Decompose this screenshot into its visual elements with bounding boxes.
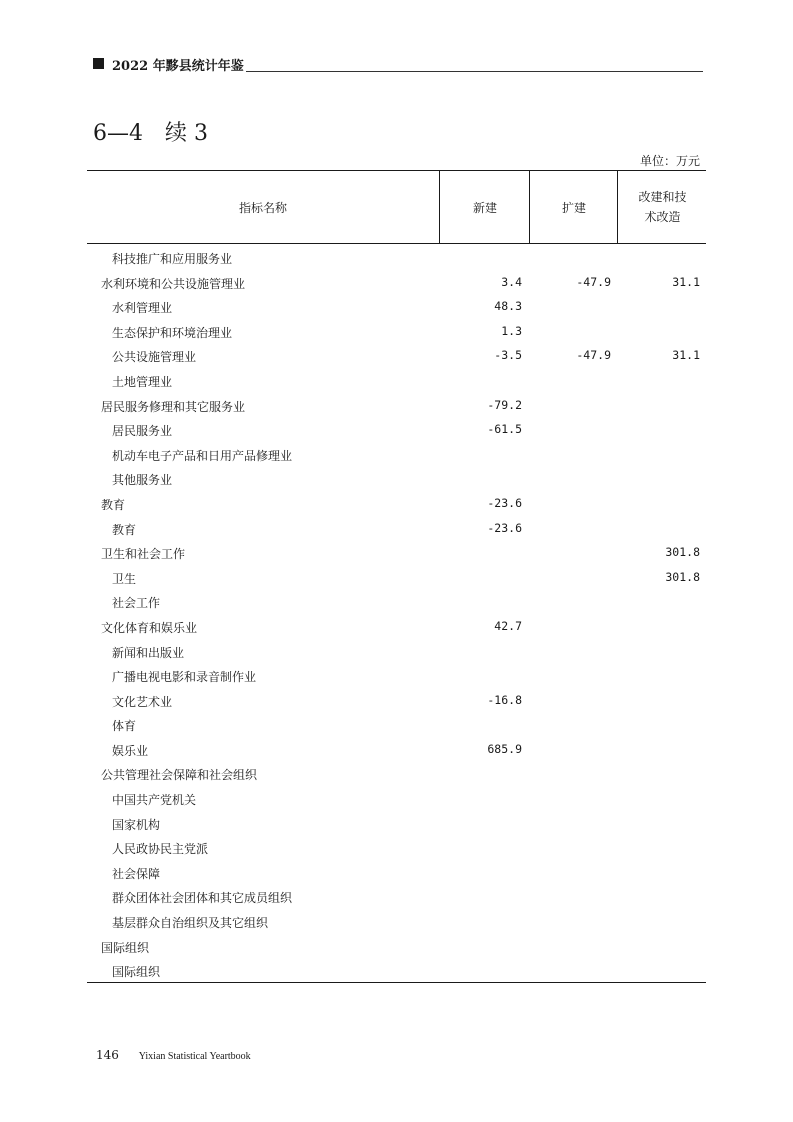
header-title: 2022 年黟县统计年鉴 bbox=[112, 59, 244, 74]
row-label: 卫生 bbox=[112, 571, 137, 586]
table-row bbox=[87, 638, 706, 663]
cell-expand: -47.9 bbox=[576, 274, 611, 289]
cell-reform: 301.8 bbox=[665, 545, 700, 560]
table-row bbox=[87, 785, 706, 810]
table-row bbox=[87, 564, 706, 589]
row-label: 生态保护和环境治理业 bbox=[112, 325, 233, 340]
page-footer bbox=[96, 1048, 251, 1062]
table-header bbox=[87, 171, 706, 244]
cell-new: -23.6 bbox=[487, 520, 522, 535]
row-label: 其他服务业 bbox=[112, 473, 173, 488]
table-row bbox=[87, 269, 706, 294]
row-label: 公共设施管理业 bbox=[112, 350, 197, 365]
row-label: 文化体育和娱乐业 bbox=[101, 620, 198, 635]
cell-new: -23.6 bbox=[487, 495, 522, 510]
table-row bbox=[87, 834, 706, 859]
row-label: 教育 bbox=[101, 497, 126, 512]
cell-new: -79.2 bbox=[487, 397, 522, 412]
table-row bbox=[87, 244, 706, 269]
row-label: 国际组织 bbox=[112, 965, 161, 980]
table-row bbox=[87, 441, 706, 466]
publication-name: Yixian Statistical Yeartbook bbox=[138, 1051, 251, 1062]
row-label: 居民服务业 bbox=[112, 424, 173, 439]
table-row bbox=[87, 810, 706, 835]
square-bullet-icon bbox=[93, 58, 104, 69]
cell-new: 685.9 bbox=[487, 741, 522, 756]
cell-new: 42.7 bbox=[494, 618, 522, 633]
row-label: 社会保障 bbox=[112, 866, 161, 881]
row-label: 土地管理业 bbox=[112, 374, 173, 389]
row-label: 居民服务修理和其它服务业 bbox=[101, 399, 246, 414]
cell-new: -3.5 bbox=[494, 348, 522, 363]
column-header-reform bbox=[617, 171, 707, 243]
row-label: 水利环境和公共设施管理业 bbox=[101, 276, 246, 291]
column-header-reform-line1: 改建和技 bbox=[638, 190, 687, 204]
table-row bbox=[87, 736, 706, 761]
row-label: 教育 bbox=[112, 522, 137, 537]
row-label: 机动车电子产品和日用产品修理业 bbox=[112, 448, 293, 463]
row-label: 广播电视电影和录音制作业 bbox=[112, 670, 257, 685]
cell-expand: -47.9 bbox=[576, 348, 611, 363]
row-label: 群众团体社会团体和其它成员组织 bbox=[112, 891, 293, 906]
table-row bbox=[87, 613, 706, 638]
table-row bbox=[87, 933, 706, 958]
table-row bbox=[87, 588, 706, 613]
table-row bbox=[87, 711, 706, 736]
table-row bbox=[87, 293, 706, 318]
cell-new: -16.8 bbox=[487, 692, 522, 707]
row-label: 水利管理业 bbox=[112, 301, 173, 316]
row-label: 基层群众自治组织及其它组织 bbox=[112, 916, 269, 931]
table-row bbox=[87, 416, 706, 441]
table-row bbox=[87, 318, 706, 343]
row-label: 卫生和社会工作 bbox=[101, 547, 186, 562]
row-label: 中国共产党机关 bbox=[112, 793, 197, 808]
table-row bbox=[87, 515, 706, 540]
table-row bbox=[87, 392, 706, 417]
table-row bbox=[87, 367, 706, 392]
column-header-new: 新建 bbox=[439, 171, 530, 243]
table-row bbox=[87, 465, 706, 490]
running-header bbox=[93, 55, 703, 75]
row-label: 国际组织 bbox=[101, 940, 150, 955]
column-header-reform-line2: 术改造 bbox=[644, 210, 681, 224]
row-label: 娱乐业 bbox=[112, 743, 149, 758]
table-row bbox=[87, 342, 706, 367]
unit-label: 单位：万元 bbox=[639, 154, 700, 168]
data-table bbox=[87, 170, 706, 983]
row-label: 体育 bbox=[112, 719, 137, 734]
header-rule bbox=[246, 71, 703, 72]
cell-reform: 31.1 bbox=[672, 274, 700, 289]
row-label: 人民政协民主党派 bbox=[112, 842, 209, 857]
row-label: 社会工作 bbox=[112, 596, 161, 611]
row-label: 国家机构 bbox=[112, 817, 161, 832]
row-label: 公共管理社会保障和社会组织 bbox=[101, 768, 258, 783]
row-label: 新闻和出版业 bbox=[112, 645, 185, 660]
column-header-name: 指标名称 bbox=[238, 200, 287, 215]
table-title: 6—4 续 3 bbox=[93, 121, 208, 146]
cell-new: -61.5 bbox=[487, 422, 522, 437]
table-row bbox=[87, 883, 706, 908]
row-label: 文化艺术业 bbox=[112, 694, 173, 709]
column-header-expand: 扩建 bbox=[529, 171, 618, 243]
row-label: 科技推广和应用服务业 bbox=[112, 252, 233, 266]
table-body bbox=[87, 244, 706, 982]
table-row bbox=[87, 957, 706, 982]
table-row bbox=[87, 687, 706, 712]
cell-new: 3.4 bbox=[501, 274, 522, 289]
table-row bbox=[87, 539, 706, 564]
cell-reform: 31.1 bbox=[672, 348, 700, 363]
table-row bbox=[87, 908, 706, 933]
page-number: 146 bbox=[96, 1048, 119, 1062]
table-row bbox=[87, 760, 706, 785]
cell-reform: 301.8 bbox=[665, 569, 700, 584]
table-row bbox=[87, 490, 706, 515]
table-row bbox=[87, 662, 706, 687]
cell-new: 1.3 bbox=[501, 323, 522, 338]
cell-new: 48.3 bbox=[494, 299, 522, 314]
table-row bbox=[87, 859, 706, 884]
